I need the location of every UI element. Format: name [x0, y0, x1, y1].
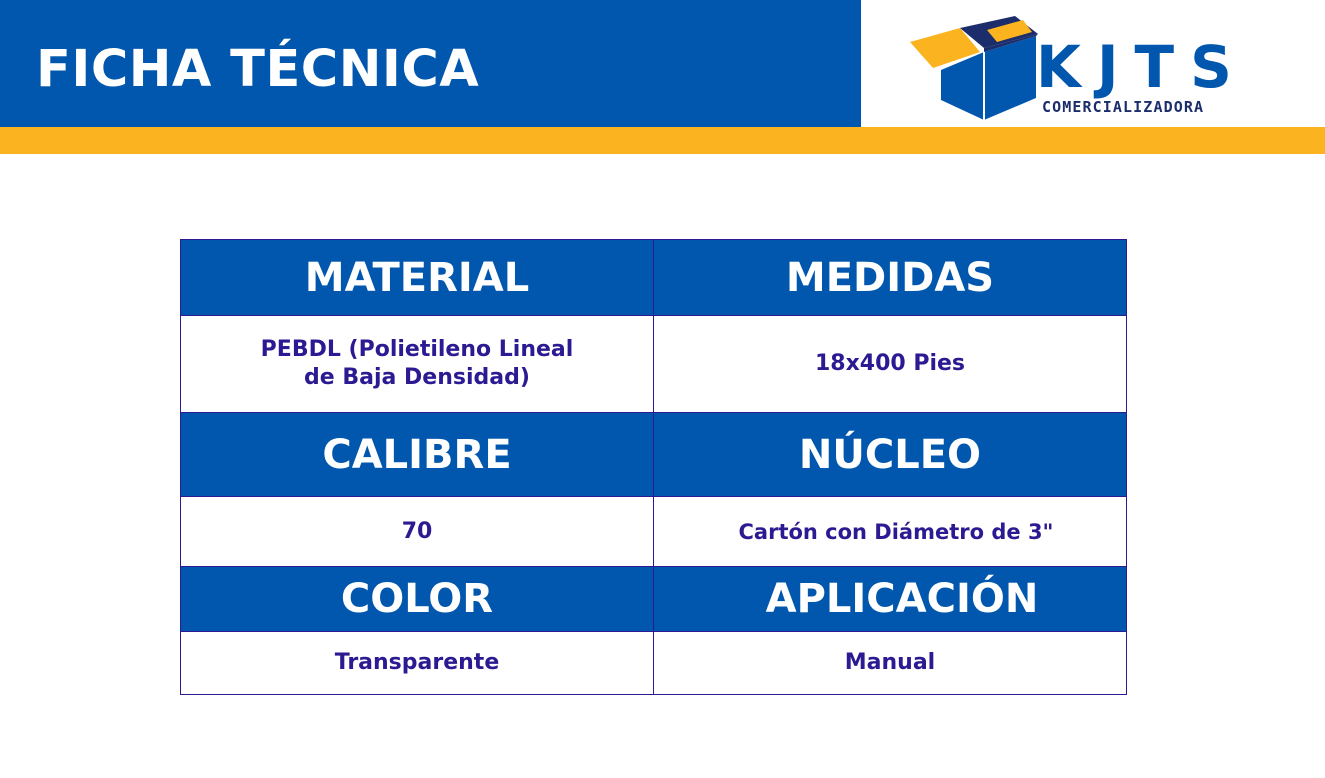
calibre-value-text: 70	[401, 518, 433, 544]
aplicacion-header	[654, 567, 1127, 632]
logo-letters: KJTS	[1036, 33, 1248, 101]
spec-table	[180, 239, 1127, 695]
aplicacion-value-text: Manual	[844, 650, 936, 675]
nucleo-value-text: Cartón con Diámetro de 3"	[738, 519, 1054, 544]
material-header-text: MATERIAL	[304, 254, 530, 301]
spec-header-row	[181, 240, 1127, 316]
calibre-header	[181, 413, 654, 497]
box-logo-icon	[905, 12, 1045, 124]
header-band	[0, 0, 861, 127]
spec-header-row	[181, 413, 1127, 497]
logo-tagline: COMERCIALIZADORA	[1042, 98, 1205, 116]
company-logo	[905, 12, 1285, 124]
spec-value-row	[181, 497, 1127, 567]
medidas-value-text: 18x400 Pies	[814, 351, 966, 376]
aplicacion-header-text: APLICACIÓN	[765, 576, 1039, 622]
color-value-text: Transparente	[334, 650, 500, 675]
spec-header-row	[181, 567, 1127, 632]
medidas-header	[654, 240, 1127, 316]
nucleo-value	[654, 497, 1127, 567]
material-value	[181, 316, 654, 413]
nucleo-header-text: NÚCLEO	[798, 431, 982, 478]
accent-stripe	[0, 127, 1325, 154]
spec-value-row	[181, 632, 1127, 695]
medidas-header-text: MEDIDAS	[785, 254, 995, 301]
calibre-value	[181, 497, 654, 567]
color-value	[181, 632, 654, 695]
page-title: FICHA TÉCNICA	[36, 40, 480, 99]
material-value-text: PEBDL (Polietileno Lineal de Baja Densidad)	[260, 337, 574, 390]
spec-value-row	[181, 316, 1127, 413]
aplicacion-value	[654, 632, 1127, 695]
nucleo-header	[654, 413, 1127, 497]
calibre-header-text: CALIBRE	[322, 431, 512, 478]
medidas-value	[654, 316, 1127, 413]
material-header	[181, 240, 654, 316]
color-header-text: COLOR	[340, 576, 494, 622]
color-header	[181, 567, 654, 632]
